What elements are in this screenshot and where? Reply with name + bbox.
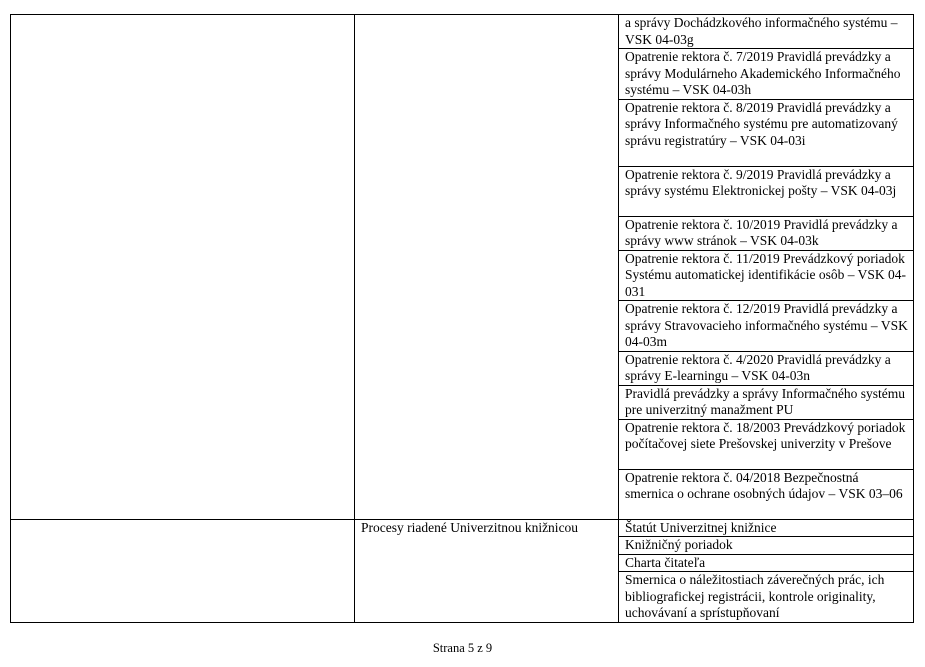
library-document-item: Smernica o náležitostiach záverečných prác, ich bibliografickej registrácii, kontrole originality, uchovávaní a sprístupňovaní bbox=[619, 572, 914, 623]
library-document-item: Charta čitateľa bbox=[619, 554, 914, 572]
empty-cell-left bbox=[11, 519, 355, 622]
table-row bbox=[11, 15, 914, 49]
regulation-item: a správy Dochádzkového informačného systému – VSK 04-03g bbox=[619, 15, 914, 49]
regulation-item: Opatrenie rektora č. 11/2019 Prevádzkový poriadok Systému automatickej identifikácie osôb – VSK 04-031 bbox=[619, 250, 914, 301]
document-table bbox=[10, 14, 914, 623]
regulation-item: Opatrenie rektora č. 9/2019 Pravidlá prevádzky a správy systému Elektronickej pošty – VSK 04-03j bbox=[619, 166, 914, 216]
library-document-item: Štatút Univerzitnej knižnice bbox=[619, 519, 914, 537]
regulation-item: Opatrenie rektora č. 12/2019 Pravidlá prevádzky a správy Stravovacieho informačného systému – VSK 04-03m bbox=[619, 301, 914, 352]
regulation-item: Opatrenie rektora č. 4/2020 Pravidlá prevádzky a správy E-learningu – VSK 04-03n bbox=[619, 351, 914, 385]
library-document-item: Knižničný poriadok bbox=[619, 537, 914, 555]
regulation-item: Pravidlá prevádzky a správy Informačného systému pre univerzitný manažment PU bbox=[619, 385, 914, 419]
page-number: Strana 5 z 9 bbox=[432, 641, 493, 655]
regulation-item: Opatrenie rektora č. 8/2019 Pravidlá prevádzky a správy Informačného systému pre automatizovaný správu registratúry – VSK 04-03i bbox=[619, 99, 914, 166]
regulation-item: Opatrenie rektora č. 10/2019 Pravidlá prevádzky a správy www stránok – VSK 04-03k bbox=[619, 216, 914, 250]
empty-cell-left bbox=[11, 15, 355, 520]
regulation-item: Opatrenie rektora č. 18/2003 Prevádzkový poriadok počítačovej siete Prešovskej univerzity v Prešove bbox=[619, 419, 914, 469]
regulation-item: Opatrenie rektora č. 04/2018 Bezpečnostná smernica o ochrane osobných údajov – VSK 03–06 bbox=[619, 469, 914, 519]
regulation-item: Opatrenie rektora č. 7/2019 Pravidlá prevádzky a správy Modulárneho Akademického Informačného systému – VSK 04-03h bbox=[619, 49, 914, 100]
empty-cell-middle bbox=[355, 15, 619, 520]
table-row bbox=[11, 519, 914, 537]
process-title: Procesy riadené Univerzitnou knižnicou bbox=[355, 519, 619, 622]
